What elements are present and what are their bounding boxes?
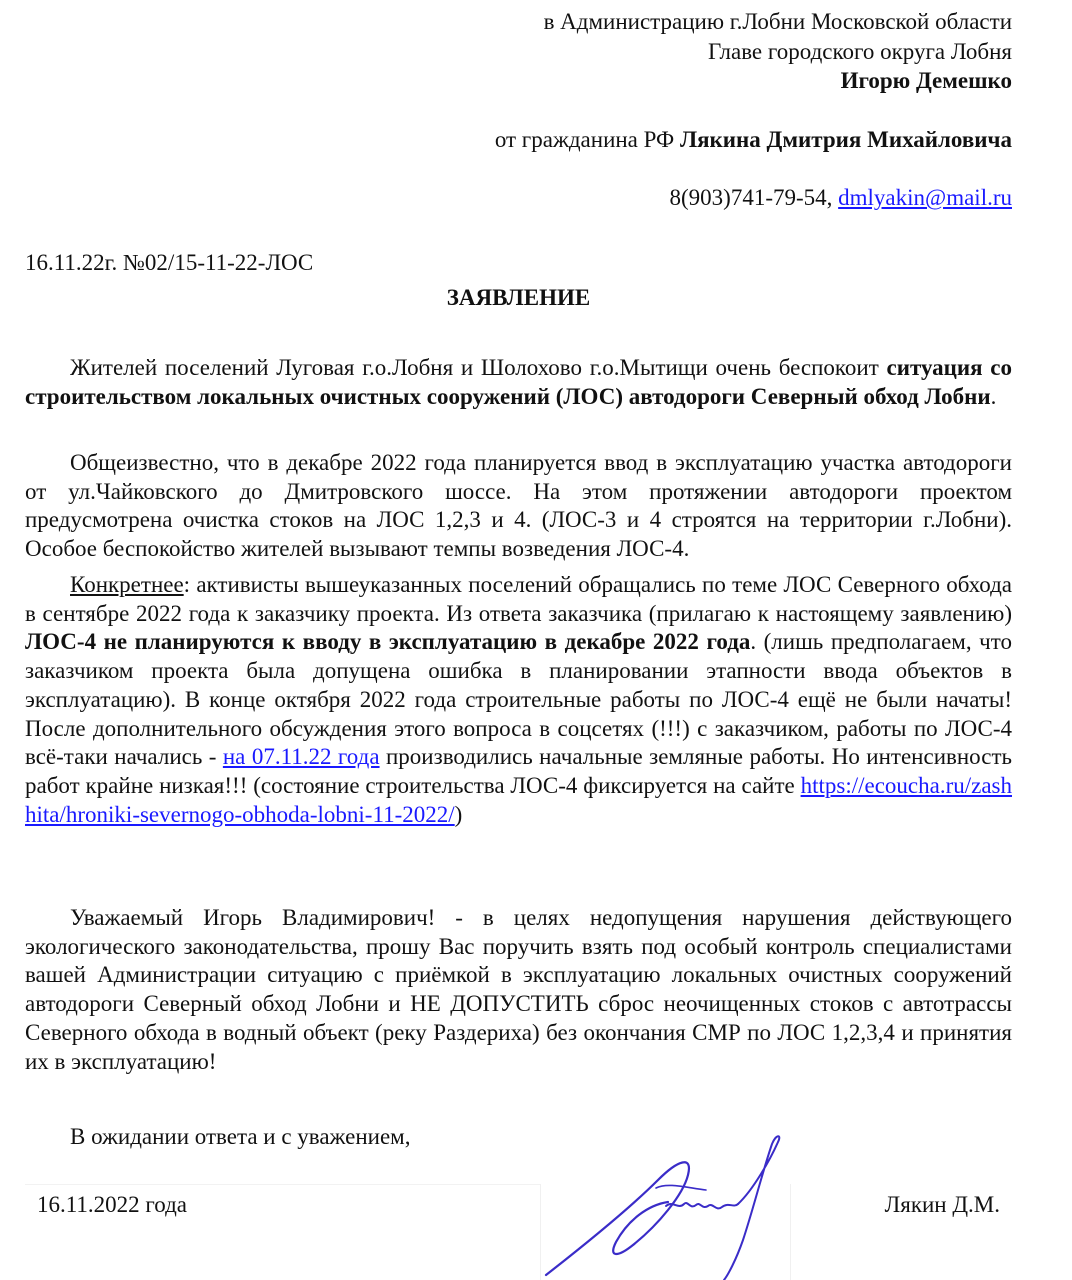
p1-bold-1: ситуация со строительством локальных очистных сооружений (ЛОС) автодороги Северный обход Лобни	[25, 355, 1012, 409]
sender-email-link[interactable]: dmlyakin@mail.ru	[838, 185, 1012, 210]
addressee-name: Игорю Демешко	[840, 68, 1012, 93]
p3-text-4: )	[454, 801, 463, 827]
p3-date-link[interactable]: на 07.11.22 года	[222, 744, 380, 770]
sender-line	[495, 126, 1012, 155]
sender-phone: 8(903)741-79-54,	[669, 185, 839, 210]
document-title: ЗАЯВЛЕНИЕ	[446, 285, 591, 310]
addressee-line-1: в Администрацию г.Лобни Московской области	[543, 9, 1012, 34]
sender-prefix: от гражданина РФ	[494, 127, 680, 152]
p3-text-2: . (лишь предполагаем, что заказчиком проекта была допущена ошибка в планировании этапности ввода объектов в эксплуатацию). В конце октября 2022 года строительные работы по ЛОС-4 ещё не были начаты! После дополнительного обсуждения этого вопроса в соцсетях (!!!) с заказчиком, работы по ЛОС-4 всё-таки начались -	[25, 629, 1012, 770]
p1-text-2: .	[990, 383, 997, 409]
p3-underlined-word: Конкретнее	[70, 572, 184, 597]
document-reference: 16.11.22г. №02/15-11-22-ЛОС	[25, 250, 314, 275]
closing-phrase: В ожидании ответа и с уважением,	[70, 1124, 411, 1149]
p1-text-1: Жителей поселений Луговая г.о.Лобня и Шолохово г.о.Мытищи очень беспокоит	[70, 355, 887, 380]
paragraph-2: Общеизвестно, что в декабре 2022 года планируется ввод в эксплуатацию участка автодороги от ул.Чайковского до Дмитровского шоссе. На этом протяжении автодороги проектом предусмотрена очистка стоков на ЛОС 1,2,3 и 4. (ЛОС-3 и 4 строятся на территории г.Лобни). Особое беспокойство жителей вызывают темпы возведения ЛОС-4.	[25, 450, 1012, 562]
paragraph-3	[25, 571, 1012, 829]
signatory-name: Лякин Д.М.	[884, 1192, 1000, 1217]
p3-site-link[interactable]: https://ecoucha.ru/zashhita/hroniki-severnogo-obhoda-lobni-11-2022/	[25, 772, 1012, 827]
paragraph-1	[25, 354, 1012, 411]
signature-date: 16.11.2022 года	[37, 1192, 188, 1217]
document-page	[25, 0, 1012, 1280]
p3-text-1: : активисты вышеуказанных поселений обращались по теме ЛОС Северного обхода в сентябре 2022 года к заказчику проекта. Из ответа заказчика (прилагаю к настоящему заявлению)	[25, 572, 1012, 626]
handwritten-signature	[538, 1130, 798, 1280]
sender-name: Лякина Дмитрия Михайловича	[679, 127, 1012, 152]
footer-divider-left	[25, 1184, 540, 1185]
paragraph-4: Уважаемый Игорь Владимирович! - в целях недопущения нарушения действующего экологического законодательства, прошу Вас поручить взять под особый контроль специалистами вашей Администрации ситуацию с приёмкой в эксплуатацию локальных очистных сооружений автодороги Северный обход Лобни и НЕ ДОПУСТИТЬ сброс неочищенных стоков с автотрассы Северного обхода в водный объект (реку Раздериха) без окончания СМР по ЛОС 1,2,3,4 и принятия их в эксплуатацию!	[25, 905, 1012, 1074]
contact-line	[670, 184, 1013, 213]
addressee-line-2: Главе городского округа Лобня	[707, 39, 1012, 64]
p3-text-3: производились начальные земляные работы. Но интенсивность работ крайне низкая!!! (состояние строительства ЛОС-4 фиксируется на сайте	[25, 744, 1012, 798]
p3-bold-1: ЛОС-4 не планируются к вводу в эксплуатацию в декабре 2022 года	[25, 629, 751, 655]
